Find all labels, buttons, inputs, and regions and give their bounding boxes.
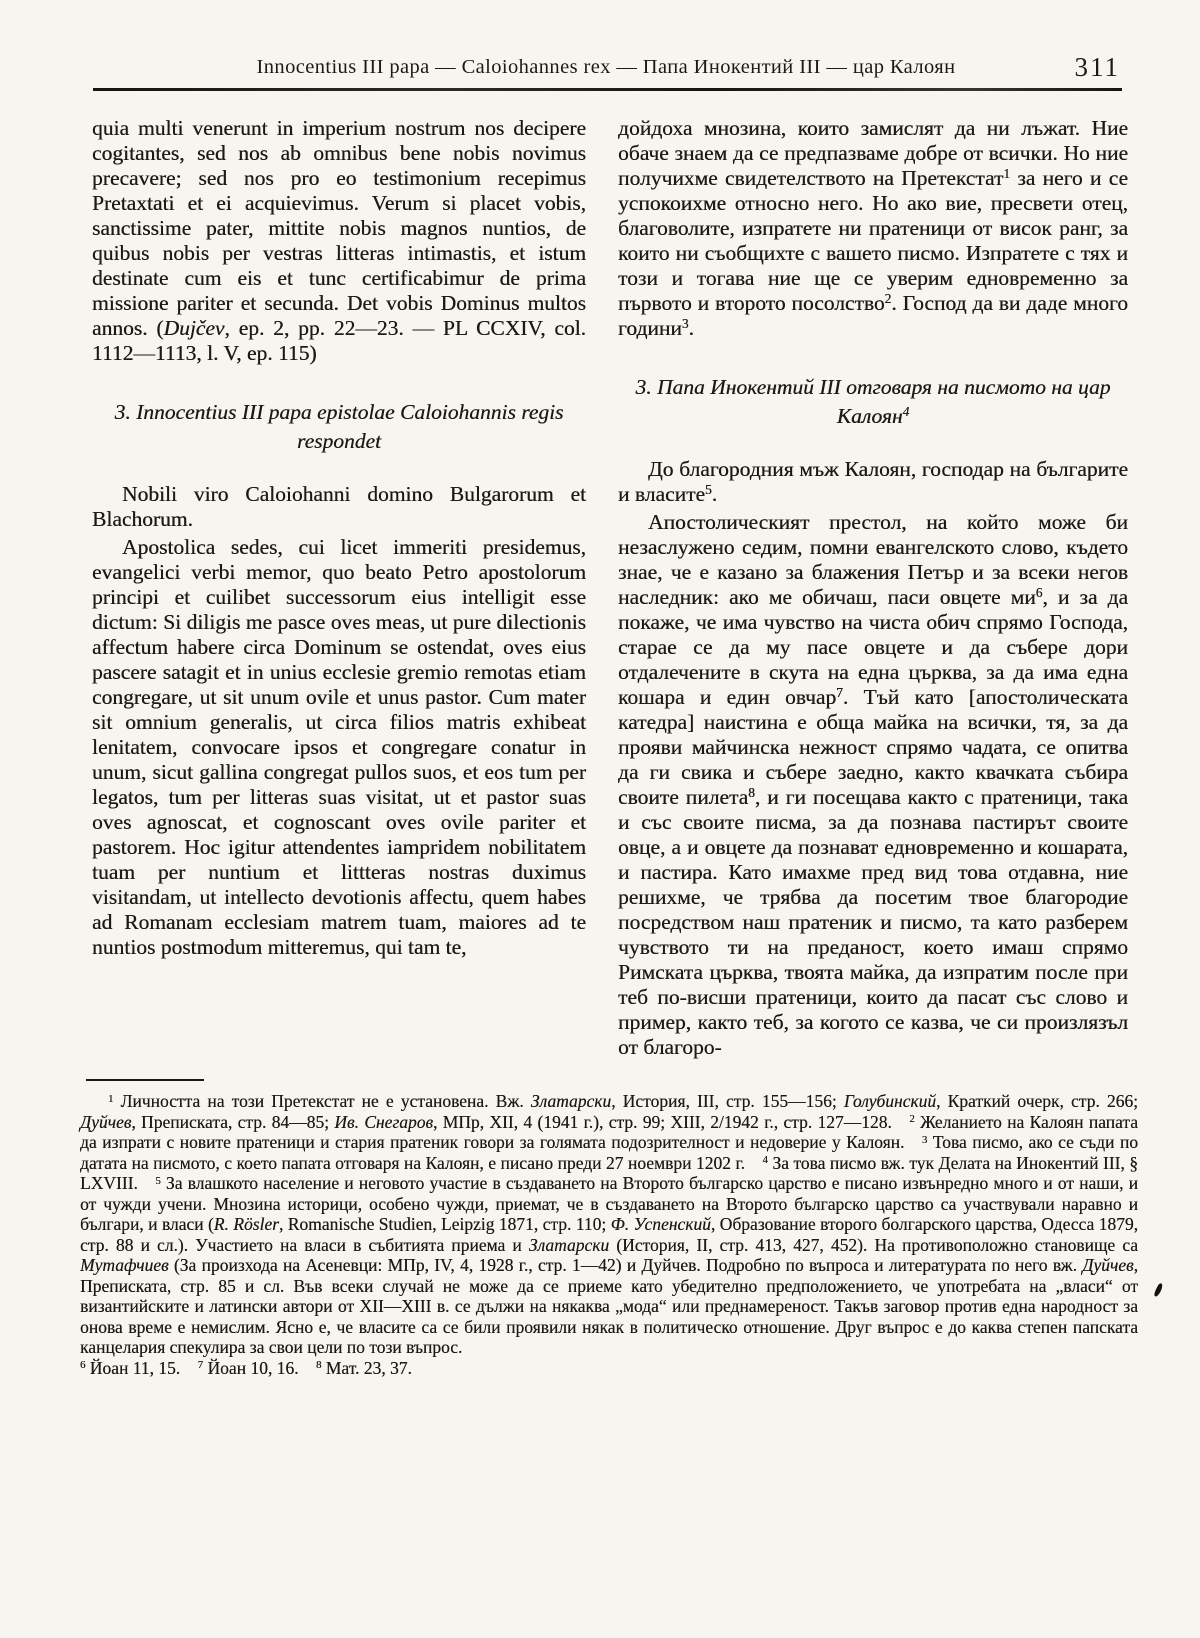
- text-run: , Краткий очерк, стр. 266;: [936, 1091, 1138, 1111]
- text-run: Apostolica sedes, cui licet immeriti presidemus, evangelici verbi memor, quo beato Petro apostolorum principi et cuilibet successorum eius intelligit esse dictum: Si diligis me pasce oves meas, ut pure dilectionis affectum habere circa Dominum se ostendat, oves eius pascere satagit et in unius ecclesie gremio remotas etiam congregare, ut sit unum ovile et unus pastor. Cum mater sit omnium generalis, ut circa filios matris exhibeat lenitatem, convocare ipsos et congregare conatur in unum, sicut gallina congregat pullos suos, et eos tum per legatos, tum per litteras suas visitat, ut et pastor suas oves agnoscat, et cognoscant oves ovile pariter et pastorem. Hoc igitur attendentes iampridem nobilitatem tuam per nuntium et littteras nostras duximus visitandam, ut intellecto devotionis affectu, quem habes ad Romanam ecclesiam matrem tuam, maiores ad te nuntios postmodum mitteremus, qui tam te,: [92, 535, 586, 959]
- footnote-ref: 4: [762, 1154, 768, 1167]
- section-heading: [622, 373, 1124, 431]
- text-run: (История, II, стр. 413, 427, 452). На противоположно становище са: [609, 1234, 1138, 1255]
- text-run: Златарски: [530, 1091, 612, 1111]
- footnote-ref: 2: [884, 291, 892, 307]
- page-number: 311: [1074, 52, 1120, 82]
- running-head: [92, 0, 1120, 82]
- header-rule: [93, 88, 1122, 91]
- text-run: Йоан 10, 16.: [203, 1357, 316, 1378]
- ink-smudge-mark: [1153, 1283, 1163, 1298]
- footnote-ref: 8: [748, 785, 755, 801]
- text-run: 3. Innocentius III papa epistolae Caloiohannis regis respondet: [114, 400, 564, 453]
- footnote-ref: 1: [1003, 166, 1011, 182]
- footnote-ref: 7: [197, 1359, 204, 1372]
- paragraph: [618, 510, 1128, 1060]
- footnote-ref: 3: [681, 316, 689, 332]
- running-head-title: Innocentius III papa — Caloiohannes rex — Папа Инокентий III — цар Калоян: [256, 56, 956, 78]
- text-run: Апостолическият престол, на който може би незаслужено седим, помни евангелското слово, където знае, че е казано за блажения Петър и за всеки негов наследник: ако ме обичаш, паси овцете ми: [618, 510, 1128, 609]
- footnote-ref: 7: [836, 685, 843, 701]
- text-run: , МПр, XII, 4 (1941 г.), стр. 99; XIII, 2/1942 г., стр. 127—128.: [433, 1111, 910, 1132]
- text-run: , Romanische Studien, Leipzig 1871, стр. 110;: [278, 1214, 611, 1234]
- text-run: Мат. 23, 37.: [321, 1357, 412, 1378]
- text-run: , и ги посещава както с пратеници, така и със своите писма, за да познава пастирът своите овце, а и овцете да познават едновременно и кошарата, и пастира. Като имахме пред вид това отдавна, ние решихме, че трябва да посетим твое благородие посредством наш пратеник и писмо, та като разберем чувството ти на преданост, което имаш спрямо Римската църква, твоята майка, да изпратим после при теб по-висши пратеници, които да пасат със слово и пример, както теб, за когото се казва, че си произлязъл от благоро-: [618, 785, 1128, 1059]
- text-run: Мутафчиев: [80, 1255, 169, 1275]
- latin-column: [92, 116, 586, 1063]
- text-run: До благородния мъж Калоян, господар на българите и власите: [618, 457, 1128, 506]
- footnote-ref: 4: [902, 404, 910, 420]
- text-run: Това писмо, ако се съди по датата на писмото, с което папата отговаря на Калоян, е писано преди 27 ноември 1202 г.: [80, 1132, 1138, 1173]
- text-run: . Господ да ви даде много години: [618, 291, 1128, 340]
- text-run: .: [711, 482, 718, 506]
- text-run: Златарски: [528, 1234, 610, 1255]
- footnote-ref: 6: [80, 1359, 86, 1372]
- text-run: 3. Папа Инокентий III отговаря на писмото на цар Калоян: [635, 375, 1111, 428]
- text-run: Личността на този Претекстат не е установена. Вж.: [113, 1091, 531, 1111]
- text-run: , Преписката, стр. 85 и сл. Във всеки случай не може да се приеме като убедително предположението, че употребата на „власи“ от византийските и латински автори от XII—XIII в. се дължи на някаква „мода“ или преднамереност. Такъв заговор против една народност за онова време е немислим. Ясно е, че власите са се били проявили някак в политическо отношение. Друг въпрос е до каква степен папската канцелария спекулира за свои цели по този въпрос.: [80, 1255, 1138, 1357]
- text-run: Йоан 11, 15.: [85, 1357, 198, 1378]
- bulgarian-column: [618, 116, 1128, 1063]
- text-run: Dujčev: [163, 316, 225, 340]
- text-run: quia multi venerunt in imperium nostrum nos decipere cogitantes, sed nos ab omnibus bene nobis novimus precavere; sed nos pro eo testimonium recepimus Pretaxtati et ei acquievimus. Verum si placet vobis, sanctissime pater, mittite nobis magnos nuntios, de quibus nobis per vestras litteras intimastis, et istum destinate cum eis et tunc certificabimur de prima missione pariter et secunda. Det vobis Dominus multos annos. (: [92, 116, 586, 340]
- text-run: Дуйчев: [80, 1111, 132, 1132]
- text-run: Nobili viro Caloiohanni domino Bulgarorum et Blachorum.: [92, 482, 586, 531]
- text-run: , и за да покаже, че има чувство на чиста обич спрямо Господа, старае се да му пасе овцете и да събере дори отдалечените в скута на една църква, за да има една кошара и един овчар: [618, 585, 1128, 709]
- paragraph: [618, 457, 1128, 507]
- footnote-ref: 6: [1035, 585, 1043, 601]
- paragraph: [92, 116, 586, 366]
- text-run: , ep. 2, pp. 22—23. — PL CCXIV, col. 1112—1113, l. V, ep. 115): [92, 316, 586, 365]
- text-run: .: [688, 316, 694, 340]
- text-run: Ф. Успенский: [610, 1214, 711, 1234]
- footnote-ref: 1: [108, 1092, 114, 1105]
- text-run: За това писмо вж. тук Делата на Инокентий III, § LXVIII.: [80, 1152, 1138, 1193]
- footnote-rule: [86, 1079, 204, 1081]
- footnote-ref: 8: [316, 1359, 322, 1372]
- text-run: Дуйчев: [1082, 1255, 1134, 1275]
- footnote-ref: 2: [909, 1113, 915, 1126]
- text-run: . Тъй като [апостолическата катедра] наистина е обща майка на всички, тя, за да прояви майчинска нежност спрямо чадата, се опитва да ги свика и събере заедно, както квачката събира своите пилета: [618, 685, 1128, 809]
- text-columns: [92, 116, 1128, 1063]
- text-run: , История, III, стр. 155—156;: [611, 1091, 844, 1111]
- text-run: за него и се успокоихме относно него. Но ако вие, пресвети отец, благоволите, изпратете ни пратеници от висок ранг, за които ни съобщихте с вашето писмо. Изпратете с тях и този и тогава ние ще се уверим едновременно за първото и второто посолство: [618, 166, 1128, 315]
- text-run: (За произхода на Асеневци: МПр, IV, 4, 1928 г., стр. 1—42) и Дуйчев. Подробно по въпроса и литературата по него вж.: [168, 1255, 1083, 1275]
- footnotes-block: [80, 1091, 1138, 1378]
- footnote-ref: 5: [705, 482, 712, 498]
- paragraph: [92, 482, 586, 532]
- text-run: дойдоха мнозина, които замислят да ни лъжат. Ние обаче знаем да се предпазваме добре от всички. Но ние получихме свидетелството на Претекстат: [618, 116, 1128, 190]
- paragraph: [92, 535, 586, 960]
- text-run: , Преписката, стр. 84—85;: [131, 1111, 335, 1132]
- section-heading: [96, 398, 582, 456]
- text-run: Ив. Снегаров: [334, 1111, 434, 1132]
- text-run: Желанието на Калоян папата да изпрати с новите пратеници и стария пратеник говори за голямата подозрителност и недоверие у Калоян.: [80, 1111, 1138, 1152]
- text-run: За влашкото население и неговото участие в създаването на Второто българско царство е писано извънредно много и от наши, и от чужди учени. Мнозина историци, особено чужди, приемат, че в създаването на Второто българско царство са участвували наравно и българи, и власи (: [80, 1173, 1138, 1234]
- footnote-ref: 5: [155, 1174, 161, 1187]
- text-run: R. Rösler: [213, 1214, 279, 1234]
- footnote-ref: 3: [921, 1133, 928, 1146]
- paragraph: [618, 116, 1128, 341]
- text-run: Голубинский: [843, 1091, 937, 1111]
- text-run: , Образование второго болгарского царства, Одесса 1879, стр. 88 и сл.). Участието на власи в събитията приема и: [80, 1214, 1138, 1255]
